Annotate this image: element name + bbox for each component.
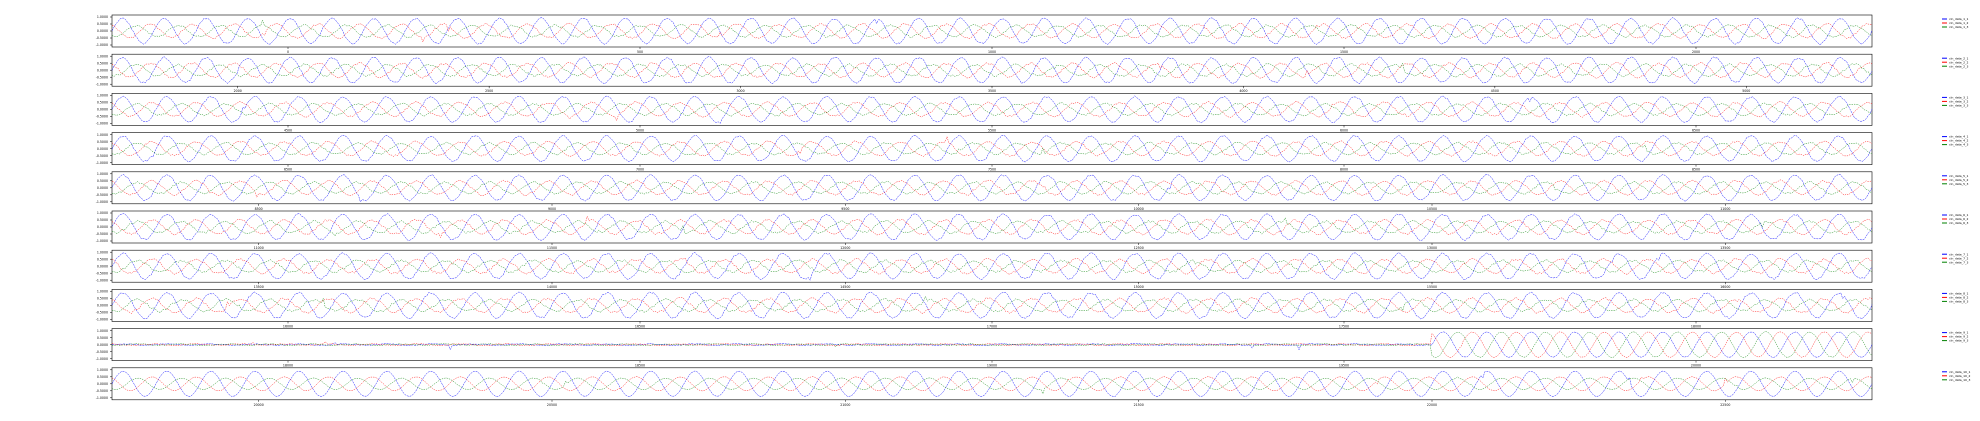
y-tick-label: 0.0000 bbox=[96, 68, 108, 73]
legend-label: cln_data_5_2 bbox=[1949, 177, 1969, 182]
legend-label: cln_data_10_2 bbox=[1949, 373, 1971, 378]
legend-label: cln_data_7_3 bbox=[1949, 260, 1969, 265]
x-tick-label: 14000 bbox=[546, 285, 558, 290]
y-tick-label: -1.0000 bbox=[95, 239, 108, 244]
x-tick-label: 20500 bbox=[546, 402, 558, 407]
x-tick-label: 500 bbox=[636, 50, 644, 54]
legend bbox=[1942, 370, 1970, 382]
series-line-1 bbox=[112, 252, 1872, 280]
series-line-1 bbox=[112, 96, 1872, 124]
y-tick-label: -0.5000 bbox=[95, 75, 108, 80]
y-tick-label: 1.0000 bbox=[96, 54, 108, 59]
legend-label: cln_data_2_1 bbox=[1949, 56, 1969, 61]
x-tick-label: 3500 bbox=[987, 89, 997, 94]
legend-label: cln_data_6_3 bbox=[1949, 221, 1969, 226]
y-tick-label: -1.0000 bbox=[95, 200, 108, 204]
panel-7 bbox=[96, 250, 1969, 289]
legend-label: cln_data_10_3 bbox=[1949, 377, 1971, 382]
legend-label: cln_data_6_1 bbox=[1949, 213, 1969, 218]
y-tick-label: 0.0000 bbox=[96, 382, 108, 386]
x-tick-label: 6500 bbox=[283, 167, 293, 172]
legend bbox=[1942, 213, 1969, 225]
y-tick-label: 1.0000 bbox=[96, 93, 108, 98]
x-tick-label: 15500 bbox=[1426, 285, 1438, 290]
x-tick-label: 4500 bbox=[1490, 89, 1499, 94]
y-tick-label: 0.0000 bbox=[96, 29, 108, 34]
x-tick-label: 18500 bbox=[634, 363, 646, 368]
legend-label: cln_data_8_2 bbox=[1949, 295, 1969, 300]
x-tick-label: 7000 bbox=[635, 167, 645, 172]
y-tick-label: 0.5000 bbox=[96, 139, 108, 144]
series-line-2 bbox=[112, 137, 1872, 157]
x-tick-label: 16500 bbox=[634, 324, 646, 329]
legend bbox=[1942, 135, 1969, 147]
x-tick-label: 21000 bbox=[840, 402, 851, 407]
y-tick-label: 1.0000 bbox=[96, 172, 108, 176]
x-tick-label: 3000 bbox=[736, 89, 745, 94]
series-line-1 bbox=[112, 214, 1872, 241]
legend-label: cln_data_8_3 bbox=[1949, 299, 1969, 304]
legend-label: cln_data_9_2 bbox=[1949, 334, 1969, 339]
legend-label: cln_data_5_1 bbox=[1949, 173, 1969, 178]
x-tick-label: 2000 bbox=[1691, 50, 1701, 54]
y-tick-label: 0.5000 bbox=[96, 335, 108, 340]
x-tick-label: 4000 bbox=[1239, 89, 1248, 94]
x-tick-label: 11000 bbox=[1720, 206, 1731, 211]
x-tick-label: 5500 bbox=[987, 128, 997, 133]
legend-label: cln_data_7_2 bbox=[1949, 256, 1969, 261]
legend-label: cln_data_4_1 bbox=[1949, 134, 1969, 139]
legend-label: cln_data_4_3 bbox=[1949, 142, 1969, 147]
x-tick-label: 14500 bbox=[840, 285, 851, 290]
series-line-1 bbox=[112, 174, 1872, 201]
series-line-1 bbox=[112, 18, 1872, 45]
legend bbox=[1942, 96, 1969, 108]
panel-3 bbox=[96, 93, 1969, 132]
y-tick-label: -0.5000 bbox=[95, 389, 108, 393]
y-tick-label: 0.5000 bbox=[96, 61, 108, 66]
x-tick-label: 16000 bbox=[1720, 285, 1731, 290]
panel-5 bbox=[96, 172, 1969, 211]
y-tick-label: 1.0000 bbox=[96, 15, 108, 20]
series-line-1 bbox=[112, 371, 1872, 397]
x-tick-label: 5000 bbox=[635, 128, 645, 133]
y-tick-label: 0.5000 bbox=[96, 22, 108, 27]
legend-label: cln_data_6_2 bbox=[1949, 217, 1969, 222]
legend-label: cln_data_3_3 bbox=[1949, 103, 1969, 108]
y-tick-label: -0.5000 bbox=[95, 193, 108, 197]
y-tick-label: -1.0000 bbox=[95, 43, 108, 48]
x-tick-label: 22500 bbox=[1720, 402, 1731, 407]
x-tick-label: 2000 bbox=[233, 89, 242, 94]
y-tick-label: -1.0000 bbox=[95, 121, 108, 126]
y-tick-label: -1.0000 bbox=[95, 82, 108, 87]
legend bbox=[1942, 331, 1969, 343]
y-tick-label: -1.0000 bbox=[95, 278, 108, 283]
y-tick-label: 0.0000 bbox=[96, 107, 108, 112]
legend-label: cln_data_9_1 bbox=[1949, 330, 1969, 335]
legend-label: cln_data_1_3 bbox=[1949, 25, 1969, 30]
x-tick-label: 17000 bbox=[986, 324, 998, 329]
y-tick-label: -0.5000 bbox=[95, 349, 108, 354]
panel-4 bbox=[96, 133, 1969, 172]
y-tick-label: 0.5000 bbox=[96, 296, 108, 301]
legend-label: cln_data_1_1 bbox=[1949, 17, 1969, 22]
series-line-3 bbox=[112, 20, 1872, 38]
y-tick-label: 0.5000 bbox=[96, 100, 108, 105]
y-tick-label: -1.0000 bbox=[95, 396, 108, 400]
y-tick-label: 0.0000 bbox=[96, 342, 108, 347]
x-tick-label: 17500 bbox=[1338, 324, 1350, 329]
x-tick-label: 2500 bbox=[485, 89, 494, 94]
y-tick-label: 0.5000 bbox=[96, 179, 108, 183]
panel-2 bbox=[96, 54, 1969, 93]
y-tick-label: 0.0000 bbox=[96, 303, 108, 308]
series-line-1 bbox=[112, 332, 1872, 358]
y-tick-label: -1.0000 bbox=[95, 356, 108, 361]
y-tick-label: 0.0000 bbox=[96, 264, 108, 269]
x-tick-label: 5000 bbox=[1742, 89, 1751, 94]
legend-label: cln_data_10_1 bbox=[1949, 369, 1971, 374]
y-tick-label: 1.0000 bbox=[96, 211, 108, 216]
x-tick-label: 8500 bbox=[1691, 167, 1701, 172]
x-tick-label: 22000 bbox=[1426, 402, 1438, 407]
y-tick-label: -0.5000 bbox=[95, 36, 108, 41]
x-tick-label: 8500 bbox=[254, 206, 263, 211]
x-tick-label: 13000 bbox=[1426, 246, 1438, 250]
x-tick-label: 11000 bbox=[253, 246, 264, 250]
panel-1 bbox=[96, 15, 1969, 54]
panel-10 bbox=[96, 368, 1971, 407]
legend-label: cln_data_8_1 bbox=[1949, 291, 1969, 296]
legend-label: cln_data_3_1 bbox=[1949, 95, 1969, 100]
legend-label: cln_data_2_2 bbox=[1949, 60, 1969, 65]
x-tick-label: 16000 bbox=[282, 324, 294, 329]
x-tick-label: 6500 bbox=[1691, 128, 1701, 133]
x-tick-label: 12500 bbox=[1133, 246, 1144, 250]
x-tick-label: 19500 bbox=[1338, 363, 1350, 368]
legend bbox=[1942, 17, 1969, 29]
legend-label: cln_data_5_3 bbox=[1949, 181, 1969, 186]
x-tick-label: 18000 bbox=[282, 363, 294, 368]
panel-frame bbox=[112, 329, 1872, 361]
x-tick-label: 12000 bbox=[840, 246, 851, 250]
y-tick-label: 1.0000 bbox=[96, 132, 108, 137]
x-tick-label: 1500 bbox=[1339, 50, 1349, 54]
y-tick-label: -1.0000 bbox=[95, 160, 108, 165]
x-tick-label: 13500 bbox=[1720, 246, 1731, 250]
series-line-1 bbox=[112, 57, 1872, 84]
x-tick-label: 7500 bbox=[987, 167, 997, 172]
y-tick-label: -0.5000 bbox=[95, 310, 108, 315]
series-line-2 bbox=[112, 258, 1872, 275]
y-tick-label: 0.5000 bbox=[96, 257, 108, 262]
series-line-1 bbox=[112, 292, 1872, 319]
y-tick-label: 0.0000 bbox=[96, 146, 108, 151]
x-tick-label: 20000 bbox=[253, 402, 264, 407]
x-tick-label: 11500 bbox=[546, 246, 558, 250]
y-tick-label: -0.5000 bbox=[95, 114, 108, 119]
x-tick-label: 4500 bbox=[283, 128, 293, 133]
x-tick-label: 9000 bbox=[547, 206, 557, 211]
legend bbox=[1942, 292, 1969, 304]
y-tick-label: 1.0000 bbox=[96, 368, 108, 372]
x-tick-label: 15000 bbox=[1133, 285, 1144, 290]
y-tick-label: 0.5000 bbox=[96, 218, 108, 223]
series-line-1 bbox=[112, 135, 1872, 162]
series-line-2 bbox=[112, 102, 1872, 121]
x-tick-label: 19000 bbox=[986, 363, 998, 368]
y-tick-label: -0.5000 bbox=[95, 232, 108, 237]
x-tick-label: 6000 bbox=[1339, 128, 1349, 133]
x-tick-label: 1000 bbox=[987, 50, 997, 54]
panel-6 bbox=[96, 211, 1969, 250]
y-tick-label: 0.5000 bbox=[96, 375, 108, 379]
panel-frame bbox=[112, 15, 1872, 47]
y-tick-label: -0.5000 bbox=[95, 271, 108, 276]
x-tick-label: 21500 bbox=[1133, 402, 1144, 407]
legend-label: cln_data_4_2 bbox=[1949, 138, 1969, 143]
x-tick-label: 13500 bbox=[253, 285, 264, 290]
legend-label: cln_data_7_1 bbox=[1949, 252, 1969, 257]
panel-8 bbox=[96, 289, 1969, 328]
y-tick-label: 1.0000 bbox=[96, 328, 108, 333]
legend-label: cln_data_3_2 bbox=[1949, 99, 1969, 104]
x-tick-label: 20000 bbox=[1690, 363, 1702, 368]
x-tick-label: 8000 bbox=[1339, 167, 1349, 172]
y-tick-label: -1.0000 bbox=[95, 317, 108, 322]
legend-label: cln_data_2_3 bbox=[1949, 64, 1969, 69]
panel-9 bbox=[96, 329, 1969, 368]
y-tick-label: 1.0000 bbox=[96, 289, 108, 294]
y-tick-label: 0.0000 bbox=[96, 186, 108, 190]
x-tick-label: 18000 bbox=[1690, 324, 1702, 329]
legend bbox=[1942, 252, 1969, 264]
legend bbox=[1942, 56, 1969, 68]
series-line-3 bbox=[112, 332, 1872, 358]
x-tick-label: 10500 bbox=[1426, 206, 1438, 211]
y-tick-label: 1.0000 bbox=[96, 250, 108, 255]
legend-label: cln_data_1_2 bbox=[1949, 21, 1969, 26]
x-tick-label: 0 bbox=[286, 50, 290, 54]
x-tick-label: 9500 bbox=[841, 206, 850, 211]
y-tick-label: 0.0000 bbox=[96, 225, 108, 230]
legend bbox=[1942, 174, 1969, 186]
x-tick-label: 10000 bbox=[1133, 206, 1144, 211]
y-tick-label: -0.5000 bbox=[95, 153, 108, 158]
series-line-3 bbox=[112, 377, 1872, 394]
legend-label: cln_data_9_3 bbox=[1949, 338, 1969, 343]
